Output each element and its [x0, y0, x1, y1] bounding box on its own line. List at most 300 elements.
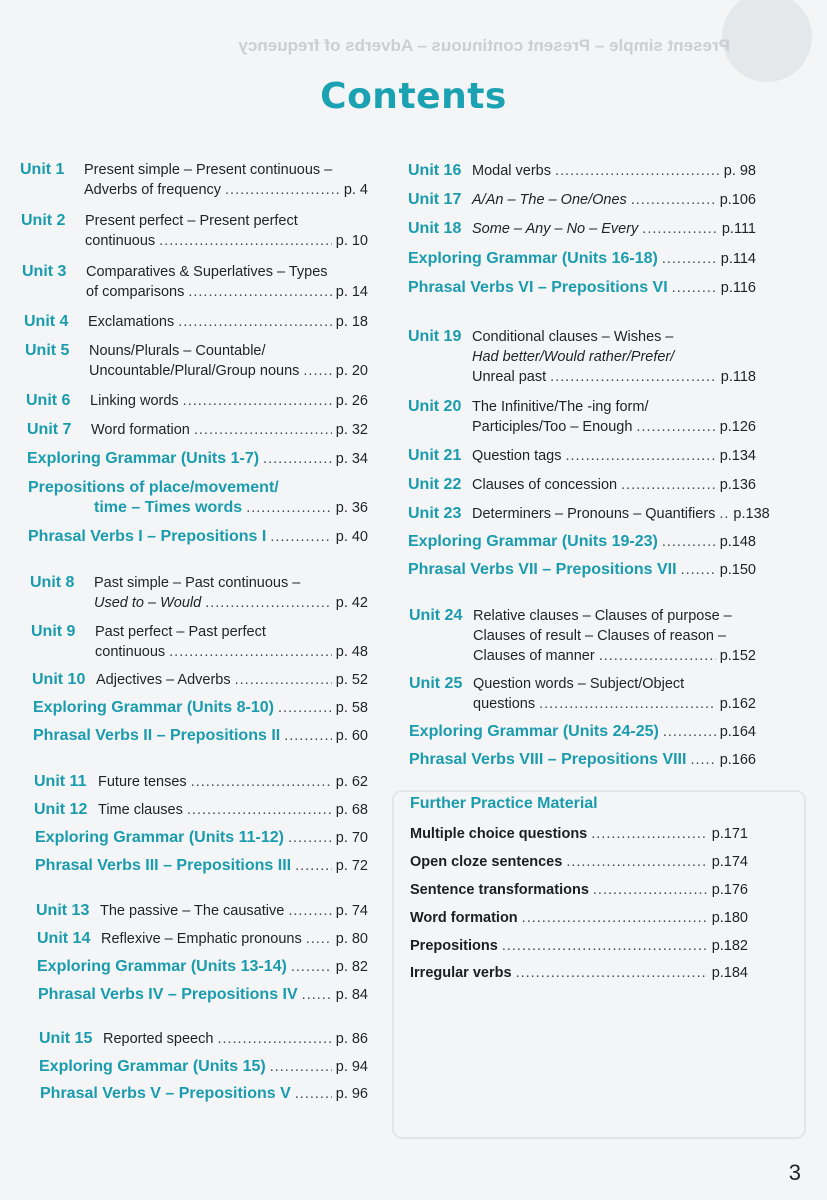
entry-body: [410, 908, 748, 928]
entry-text: Comparatives & Superlatives – Types: [86, 264, 328, 280]
further-practice-item[interactable]: [410, 963, 748, 983]
unit-label: Unit 19: [408, 328, 462, 345]
page-ref: p. 70: [335, 830, 368, 846]
dot-leader: [719, 504, 729, 524]
unit-label: Unit 20: [408, 398, 462, 415]
entry-line: [94, 593, 368, 613]
section-title-line: [37, 957, 368, 977]
practice-text: Multiple choice questions: [410, 826, 588, 842]
page-ref: p.118: [720, 369, 756, 385]
entry-line: [472, 417, 756, 437]
section-title-line: [408, 249, 756, 269]
further-practice-item[interactable]: [410, 908, 748, 928]
unit-label: Unit 2: [21, 212, 66, 229]
toc-entry-section[interactable]: [38, 985, 368, 1005]
section-title-line: [408, 278, 756, 298]
section-title-line: [28, 498, 368, 518]
toc-entry-unit-21[interactable]: [408, 446, 756, 466]
toc-entry-unit-9[interactable]: [31, 622, 368, 662]
toc-entry-unit-4[interactable]: [24, 312, 368, 332]
toc-entry-unit-20[interactable]: [408, 397, 756, 437]
entry-line: [472, 161, 756, 181]
dot-leader: [690, 750, 715, 770]
unit-label: Unit 7: [27, 421, 72, 438]
entry-text: The passive – The causative: [100, 903, 285, 919]
entry-body: [94, 573, 368, 613]
dot-leader: [188, 282, 331, 302]
page-ref: p.171: [711, 826, 748, 842]
practice-text: Word formation: [410, 910, 518, 926]
page-ref: p. 34: [335, 451, 368, 467]
entry-text: Present perfect – Present perfect: [85, 213, 298, 229]
section-title-text: Exploring Grammar (Units 19-23): [408, 533, 658, 550]
section-title-line: [35, 856, 368, 876]
entry-text: Future tenses: [98, 774, 187, 790]
entry-body: [35, 856, 368, 876]
page-number: 3: [788, 1160, 801, 1185]
entry-body: [408, 249, 756, 269]
entry-body: [90, 391, 368, 411]
page-ref: p.166: [719, 752, 756, 768]
entry-body: [409, 722, 756, 742]
toc-entry-section[interactable]: [28, 527, 368, 547]
toc-entry-unit-1[interactable]: [20, 160, 368, 200]
dot-leader: [663, 722, 716, 742]
dot-leader: [566, 852, 707, 872]
dot-leader: [288, 828, 332, 848]
entry-line: [95, 642, 368, 662]
section-title-text: Phrasal Verbs VI – Prepositions VI: [408, 279, 668, 296]
dot-leader: [550, 367, 717, 387]
section-title-line: [28, 527, 368, 547]
page-ref: p. 68: [335, 802, 368, 818]
page-ref: p.182: [711, 938, 748, 954]
entry-body: [410, 880, 748, 900]
entry-body: [37, 957, 368, 977]
entry-line: [84, 160, 368, 180]
toc-entry-section[interactable]: [408, 278, 756, 298]
unit-label: Unit 22: [408, 476, 462, 493]
page-ref: p.114: [720, 251, 756, 267]
entry-text: The Infinitive/The -ing form/: [472, 399, 649, 415]
page-ref: p.174: [711, 854, 748, 870]
unit-label: Unit 11: [34, 773, 87, 790]
entry-line: [472, 327, 756, 347]
entry-line: [88, 312, 368, 332]
entry-text: Linking words: [90, 393, 179, 409]
entry-body: [473, 674, 756, 714]
toc-entry-unit-16[interactable]: [408, 161, 756, 181]
toc-entry-unit-13[interactable]: [36, 901, 368, 921]
page-ref: p. 42: [335, 595, 368, 611]
entry-text: Some – Any – No – Every: [472, 221, 639, 237]
toc-entry-section[interactable]: [408, 532, 756, 552]
entry-text: Modal verbs: [472, 163, 551, 179]
unit-label: Unit 1: [20, 161, 65, 178]
entry-body: [408, 532, 756, 552]
entry-text: Question words – Subject/Object: [473, 676, 685, 692]
entry-line: [103, 1029, 368, 1049]
toc-entry-section[interactable]: [408, 560, 756, 580]
dot-leader: [303, 361, 331, 381]
dot-leader: [217, 1029, 331, 1049]
dot-leader: [225, 180, 340, 200]
unit-label: Unit 6: [26, 392, 71, 409]
practice-text: Open cloze sentences: [410, 854, 563, 870]
dot-leader: [295, 856, 332, 876]
dot-leader: [522, 908, 708, 928]
entry-body: [472, 397, 756, 437]
unit-label: Unit 13: [36, 902, 90, 919]
page-ref: p. 48: [335, 644, 368, 660]
dot-leader: [178, 312, 332, 332]
entry-line: [96, 670, 368, 690]
dot-leader: [636, 417, 715, 437]
practice-text: Sentence transformations: [410, 882, 589, 898]
unit-label: Unit 16: [408, 162, 462, 179]
section-title-line: [409, 750, 756, 770]
entry-text: Clauses of result – Clauses of reason –: [473, 628, 727, 644]
entry-text: Relative clauses – Clauses of purpose –: [473, 608, 732, 624]
section-title-text: Exploring Grammar (Units 8-10): [33, 699, 274, 716]
page-ref: p. 36: [335, 500, 368, 516]
dot-leader: [591, 824, 707, 844]
entry-body: [101, 929, 368, 949]
toc-entry-unit-2[interactable]: [21, 211, 368, 251]
entry-body: [33, 726, 368, 746]
section-title-text: Phrasal Verbs I – Prepositions I: [28, 528, 267, 545]
toc-entry-unit-22[interactable]: [408, 475, 756, 495]
dot-leader: [306, 929, 332, 949]
section-title-line: [39, 1057, 368, 1077]
page-ref: p. 18: [335, 314, 368, 330]
entry-text: questions: [473, 696, 536, 712]
entry-line: [89, 361, 368, 381]
page-ref: p. 40: [335, 529, 368, 545]
page-ref: p. 98: [723, 163, 756, 179]
page-ref: p. 62: [335, 774, 368, 790]
entry-text: of comparisons: [86, 284, 185, 300]
entry-text: Adjectives – Adverbs: [96, 672, 231, 688]
entry-text: Determiners – Pronouns – Quantifiers: [472, 506, 716, 522]
entry-line: [472, 190, 756, 210]
entry-body: [38, 985, 368, 1005]
entry-line: [472, 504, 770, 524]
toc-entry-unit-24[interactable]: [409, 606, 756, 666]
dot-leader: [159, 231, 332, 251]
entry-text: Past simple – Past continuous –: [94, 575, 301, 591]
dot-leader: [681, 560, 716, 580]
toc-entry-unit-23[interactable]: [408, 504, 770, 524]
section-title-line: [38, 985, 368, 1005]
entry-text: Participles/Too – Enough: [472, 419, 633, 435]
entry-body: [95, 622, 368, 662]
section-title-text: Phrasal Verbs V – Prepositions V: [40, 1085, 291, 1102]
practice-text: Prepositions: [410, 938, 498, 954]
dot-leader: [194, 420, 332, 440]
entry-text: Exclamations: [88, 314, 175, 330]
toc-entry-unit-15[interactable]: [39, 1029, 368, 1049]
entry-line: [86, 262, 368, 282]
entry-line: [472, 446, 756, 466]
entry-body: [40, 1084, 368, 1104]
further-practice-item[interactable]: [410, 852, 748, 872]
entry-line: [473, 694, 756, 714]
entry-line: [473, 674, 756, 694]
toc-entry-section[interactable]: [39, 1057, 368, 1077]
unit-label: Unit 5: [25, 342, 70, 359]
page-ref: p. 60: [335, 728, 368, 744]
dot-leader: [621, 475, 716, 495]
dot-leader: [270, 527, 331, 547]
entry-body: [410, 852, 748, 872]
entry-line: [472, 219, 756, 239]
dot-leader: [539, 694, 716, 714]
section-title-line: [33, 698, 368, 718]
toc-entry-unit-6[interactable]: [26, 391, 368, 411]
entry-body: [28, 527, 368, 547]
page-ref: p. 80: [335, 931, 368, 947]
entry-line: [100, 901, 368, 921]
dot-leader: [662, 532, 716, 552]
page-ref: p. 26: [335, 393, 368, 409]
toc-entry-unit-3[interactable]: [22, 262, 368, 302]
unit-label: Unit 17: [408, 191, 462, 208]
section-title-text: Phrasal Verbs VII – Prepositions VII: [408, 561, 677, 578]
page-ref: p. 82: [335, 959, 368, 975]
dot-leader: [278, 698, 332, 718]
unit-label: Unit 12: [34, 801, 88, 818]
dot-leader: [191, 772, 332, 792]
page-ref: p.111: [721, 221, 756, 237]
section-title-line: [408, 560, 756, 580]
entry-text: Clauses of concession: [472, 477, 618, 493]
entry-line: [94, 573, 368, 593]
toc-entry-section[interactable]: [37, 957, 368, 977]
bleed-through-text: Present simple – Present continuous – Adverbs of frequency: [238, 36, 730, 55]
entry-body: [39, 1057, 368, 1077]
bleed-through-circle: [722, 0, 812, 82]
toc-entry-section[interactable]: [40, 1084, 368, 1104]
entry-line: [95, 622, 368, 642]
toc-entry-unit-7[interactable]: [27, 420, 368, 440]
unit-label: Unit 23: [408, 505, 462, 522]
section-title-line: [35, 828, 368, 848]
entry-body: [98, 800, 368, 820]
page-ref: p.134: [719, 448, 756, 464]
entry-body: [98, 772, 368, 792]
page-ref: p.106: [719, 192, 756, 208]
entry-line: [84, 180, 368, 200]
entry-line: [473, 606, 756, 626]
entry-body: [103, 1029, 368, 1049]
page-ref: p.164: [719, 724, 756, 740]
entry-body: [35, 828, 368, 848]
page-ref: p. 58: [335, 700, 368, 716]
page-ref: p. 52: [335, 672, 368, 688]
entry-line: [90, 391, 368, 411]
entry-text: Uncountable/Plural/Group nouns: [89, 363, 300, 379]
toc-entry-unit-8[interactable]: [30, 573, 368, 613]
page-ref: p. 10: [335, 233, 368, 249]
entry-body: [96, 670, 368, 690]
further-practice-item[interactable]: [410, 880, 748, 900]
entry-body: [472, 219, 756, 239]
toc-entry-section[interactable]: [409, 750, 756, 770]
section-title-line: [40, 1084, 368, 1104]
dot-leader: [662, 249, 717, 269]
page-ref: p. 94: [335, 1059, 368, 1075]
further-practice-item[interactable]: [410, 936, 748, 956]
entry-line: [86, 282, 368, 302]
toc-entry-unit-25[interactable]: [409, 674, 756, 714]
dot-leader: [302, 985, 332, 1005]
toc-entry-section[interactable]: [408, 249, 756, 269]
dot-leader: [599, 646, 716, 666]
page-ref: p.136: [719, 477, 756, 493]
dot-leader: [288, 901, 331, 921]
page-ref: p.138: [733, 506, 770, 522]
section-title-line: [408, 532, 756, 552]
page-ref: p. 74: [335, 903, 368, 919]
section-title-text: Prepositions of place/movement/: [28, 479, 279, 496]
entry-body: [408, 560, 756, 580]
entry-text: Reported speech: [103, 1031, 214, 1047]
section-title-text: Phrasal Verbs VIII – Prepositions VIII: [409, 751, 687, 768]
entry-body: [85, 211, 368, 251]
entry-line: [472, 367, 756, 387]
entry-text: Present simple – Present continuous –: [84, 162, 333, 178]
section-title-text: Exploring Grammar (Units 13-14): [37, 958, 287, 975]
page-ref: p.180: [711, 910, 748, 926]
entry-body: [89, 341, 368, 381]
entry-text: Past perfect – Past perfect: [95, 624, 266, 640]
unit-label: Unit 14: [37, 930, 91, 947]
section-title-text: Phrasal Verbs II – Prepositions II: [33, 727, 281, 744]
entry-text: Time clauses: [98, 802, 183, 818]
entry-text: Word formation: [91, 422, 190, 438]
toc-entry-section[interactable]: [33, 726, 368, 746]
entry-text: Question tags: [472, 448, 562, 464]
dot-leader: [291, 957, 332, 977]
page-ref: p.150: [719, 562, 756, 578]
page-ref: p. 96: [335, 1086, 368, 1102]
entry-body: [472, 446, 756, 466]
unit-label: Unit 15: [39, 1030, 93, 1047]
entry-line: [89, 341, 368, 361]
entry-body: [27, 449, 368, 469]
unit-label: Unit 24: [409, 607, 463, 624]
entry-body: [473, 606, 756, 666]
dot-leader: [169, 642, 332, 662]
dot-leader: [284, 726, 332, 746]
toc-entry-section[interactable]: [35, 856, 368, 876]
entry-body: [88, 312, 368, 332]
entry-text: Clauses of manner: [473, 648, 595, 664]
page-ref: p. 72: [335, 858, 368, 874]
unit-label: Unit 9: [31, 623, 76, 640]
section-title-line: [28, 478, 368, 498]
entry-text: Reflexive – Emphatic pronouns: [101, 931, 302, 947]
entry-line: [101, 929, 368, 949]
section-title-text: Exploring Grammar (Units 24-25): [409, 723, 659, 740]
toc-entry-unit-19[interactable]: [408, 327, 756, 387]
entry-text: Unreal past: [472, 369, 547, 385]
entry-text: Nouns/Plurals – Countable/: [89, 343, 266, 359]
practice-line: [410, 880, 748, 900]
entry-text: A/An – The – One/Ones: [472, 192, 627, 208]
entry-line: [472, 347, 756, 367]
toc-entry-unit-18[interactable]: [408, 219, 756, 239]
entry-body: [410, 824, 748, 844]
toc-entry-unit-5[interactable]: [25, 341, 368, 381]
practice-line: [410, 908, 748, 928]
section-title-text: Exploring Grammar (Units 16-18): [408, 250, 658, 267]
toc-entry-unit-12[interactable]: [34, 800, 368, 820]
further-practice-item[interactable]: [410, 824, 748, 844]
toc-entry-section[interactable]: [27, 449, 368, 469]
entry-line: [85, 211, 368, 231]
section-title-text: Exploring Grammar (Units 11-12): [35, 829, 284, 846]
dot-leader: [183, 391, 332, 411]
page-ref: p.184: [711, 965, 748, 981]
page-ref: p.148: [719, 534, 756, 550]
entry-body: [91, 420, 368, 440]
toc-entry-unit-11[interactable]: [34, 772, 368, 792]
entry-line: [472, 475, 756, 495]
dot-leader: [295, 1084, 332, 1104]
section-title-line: [33, 726, 368, 746]
toc-entry-section[interactable]: [33, 698, 368, 718]
dot-leader: [555, 161, 720, 181]
toc-entry-section[interactable]: [28, 478, 368, 518]
practice-text: Irregular verbs: [410, 965, 512, 981]
entry-text: Conditional clauses – Wishes –: [472, 329, 674, 345]
entry-text: Used to – Would: [94, 595, 202, 611]
section-title-line: [409, 722, 756, 742]
toc-entry-section[interactable]: [35, 828, 368, 848]
entry-line: [472, 397, 756, 417]
dot-leader: [187, 800, 332, 820]
dot-leader: [263, 449, 332, 469]
entry-text: continuous: [95, 644, 166, 660]
dot-leader: [672, 278, 717, 298]
toc-entry-unit-17[interactable]: [408, 190, 756, 210]
toc-entry-section[interactable]: [409, 722, 756, 742]
section-title-line: [27, 449, 368, 469]
dot-leader: [516, 963, 708, 983]
toc-entry-unit-14[interactable]: [37, 929, 368, 949]
section-title-text: Phrasal Verbs IV – Prepositions IV: [38, 986, 298, 1003]
page-title: Contents: [320, 76, 507, 117]
toc-entry-unit-10[interactable]: [32, 670, 368, 690]
dot-leader: [593, 880, 708, 900]
section-title-text: Phrasal Verbs III – Prepositions III: [35, 857, 292, 874]
unit-label: Unit 4: [24, 313, 69, 330]
entry-text: Had better/Would rather/Prefer/: [472, 349, 675, 365]
page-ref: p.152: [719, 648, 756, 664]
page-ref: p. 86: [335, 1031, 368, 1047]
page-ref: p.116: [720, 280, 756, 296]
page-ref: p. 4: [343, 182, 368, 198]
dot-leader: [642, 219, 718, 239]
entry-body: [472, 504, 770, 524]
unit-label: Unit 18: [408, 220, 462, 237]
practice-line: [410, 963, 748, 983]
further-practice-heading: Further Practice Material: [410, 795, 598, 812]
page-ref: p. 20: [335, 363, 368, 379]
dot-leader: [270, 1057, 332, 1077]
